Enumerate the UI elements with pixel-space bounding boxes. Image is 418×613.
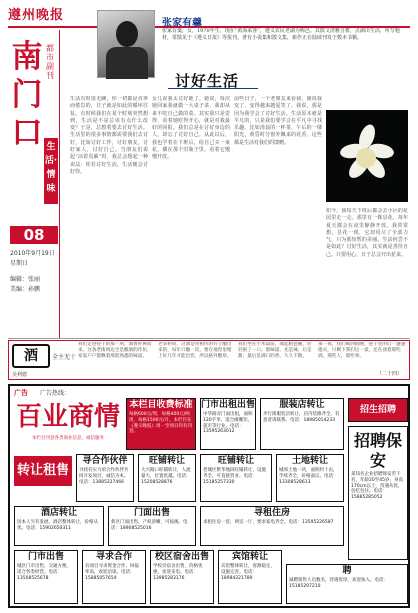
ad-box[interactable]: 寻合作伙伴 寻找有实力的合作伙伴共同开发项目，诚信为本。电话：13885227466 xyxy=(76,454,134,502)
ad-box[interactable]: 寻求合作 有项目寻求资金合作，回报率高，欢迎洽谈。电话：15885057654 xyxy=(82,550,146,604)
ad-box[interactable]: 旺铺转让 大兴路口旺铺转让，人流量大，位置优越。电话：15208528876 xyxy=(138,454,196,502)
ad-box[interactable]: 校区宿舍出售 学校旁宿舍出售，价格优惠，欢迎来电。电话：13985283176 xyxy=(150,550,214,604)
classifieds-section xyxy=(8,384,410,608)
ad-box[interactable]: 门面出售 新区门面出售，产权清晰，可按揭。电话：18908525016 xyxy=(108,506,196,546)
serial-column: 那一夜，我们喝到很晚。巷子里的灯一盏盏熄灭，只剩下我们这一桌，还在谈着那些酒，那些人，那些事。 xyxy=(318,342,406,360)
article-column: 如今，我每天下班后都会去小区的花园里走一走。那里有一株昙花，每年夏天都会在夜里静静开放。我常常想，昙花一现，它却用尽了全部力气，只为那短暂的美丽。生活何尝不是如此？讨好生活，其实就是善待自己。只要用心，日子总会开出花来。 xyxy=(326,208,408,258)
page-number: 08 xyxy=(10,226,58,244)
ad-box[interactable]: 宾馆转让 宾馆整体转让，客源稳定，设施完善。电话：18984221789 xyxy=(218,550,282,604)
article-column: 前些日子，一个老朋友来看我，她说我变了，变得越来越爱笑了。我说，那是因为我学会了讨好生活。生活原本就是平凡的，只是我们要学会在平凡中寻找乐趣。比如清晨的一杯茶，午后的一缕阳光，黄昏时分窗外飘来的花香，这些都是生活对我们的馈赠。 xyxy=(234,96,322,146)
serial-column: 我们坐在小木桌前，端起粗瓷碗，轻轻抿了一口。那味道，先是辣，后是甜，最后是满口的香，久久不散。 xyxy=(238,342,312,360)
section-subtitle: 都市副刊 xyxy=(46,44,54,80)
ad-box[interactable]: 旺铺转让 老城区繁华地段旺铺转让，设施齐全，可直接营业。电话：15185257330 xyxy=(200,454,272,502)
column-name-badge: 生活·情味 xyxy=(44,138,58,204)
title-char: 口 xyxy=(11,115,43,151)
issue-date: 2010年9月19日 xyxy=(10,250,55,257)
editor-credit: 编辑：张丽 xyxy=(10,276,41,283)
article-column: 生活有时很无聊，你一切都是直率而倦怠的，日子就是如此的循环往复。有时候我们在某个时刻突然想到，生活是不是总该有点什么改变？于是，总想着要去讨好生活。生活里的很多事情都需要我们去讨好，比如讨好工作，讨好朋友，讨好家人，讨好自己。当朋友们说起“活着真累”时，我总会想起一种说法：你若讨好生活，生活便会讨好你。 xyxy=(70,96,148,175)
title-char: 南 xyxy=(11,39,43,75)
serial-column: 老掌柜说，这酒是用祖传的方子酿出来的，每年只酿一次，要在地窖里埋上好几年才能出窖，所以格外醇厚。 xyxy=(158,342,232,360)
brand-title: 百业商情 xyxy=(15,402,120,432)
section-divider xyxy=(8,338,410,339)
ads-hotline: 广告热线： xyxy=(40,390,71,397)
author-name: 张家有羹 xyxy=(162,18,202,29)
designer-credit: 美编：孙鹏 xyxy=(10,286,41,293)
ad-box[interactable]: 聘 诚聘销售人员数名，待遇优厚，欢迎加入。电话：15185297210 xyxy=(286,564,408,604)
ad-box[interactable]: 服装店转让 步行街服装店转让，店内装修齐全，有意者请联系。电话：18985014233 xyxy=(260,398,344,450)
page-section-title xyxy=(10,38,44,152)
article-headline: 讨好生活 xyxy=(175,72,240,90)
ad-box[interactable]: 招生招聘 xyxy=(348,398,408,422)
serial-seal: 酒 xyxy=(12,344,50,368)
rent-banner: 转让租售 xyxy=(14,456,72,486)
brand-subtitle: 本栏目刊登各类商业信息，诚信服务 xyxy=(32,436,104,441)
serial-column: 我们走进巷子的那一刻，酒香扑鼻而来。这条老街两边全是酿酒的作坊，家家户户都飘着那股熟悉的味道。 xyxy=(78,342,152,360)
ad-box[interactable]: 门市出租出售 中华路旁门面出租，面积120平米，适合做餐饮、超市等行业。电话：13595263012 xyxy=(200,398,256,450)
issue-weekday: 星期日 xyxy=(10,260,29,267)
ad-box[interactable]: 酒店转让 因本人另有发展，酒店整体转让，价格从优。电话：15902650311 xyxy=(14,506,104,546)
masthead-logo: 遵州晚报 xyxy=(8,8,65,23)
ad-box[interactable]: 寻租住房 求租住房一套，两室一厅，要求家电齐全。电话：13595226587 xyxy=(200,506,344,546)
recruit-ad[interactable]: 招聘保安 某知名企业招聘保安若干名，年龄20至45岁，身高170cm以上，待遇从优，包吃包住。电话：15885285052 xyxy=(348,426,408,560)
flower-photo xyxy=(326,110,408,202)
ad-box[interactable]: 本栏目收费标准 每格600元/周，每格400元/两周，每格1500元/月。本栏目在《遵义晚报》周一至周日均有刊登。 xyxy=(126,398,196,450)
author-photo xyxy=(97,10,155,78)
author-intro: 张家有羹，女，1970年生，现在“黄海来客”，遵义农民老湖为称邑。其散文清雅含蓄，点滴出生活，所写题材，常散见于《遵义日报》等报刊。著有小说集和散文集，新作正在陆续刊发于数本书籍。 xyxy=(162,28,400,41)
serial-subtitle: 全主无十 xyxy=(52,354,77,361)
title-char: 门 xyxy=(11,77,43,113)
ad-box[interactable]: 门市出售 城区门市出售，交通方便，适合各类经营。电话：13508525678 xyxy=(14,550,78,604)
serial-author: 吴利德 xyxy=(12,372,28,378)
ad-box[interactable]: 土地转让 城郊土地一块，面积约十亩，手续齐全，价格面议。电话：13308528613 xyxy=(276,454,344,502)
article-column: 女儿说我太讨好她了。她说，每次她回家我就做一大桌子菜，我却从来不吃自己做的菜。其实我只是觉得，看着她吃得开心，就是对我最好的回报。我们总是在讨好身边的人，却忘了讨好自己。从此以后，我也学着在下班后，给自己买一束花，插在那个旧瓶子里，看着它慢慢开放。 xyxy=(152,96,230,161)
serial-episode: （二十四） xyxy=(377,371,403,377)
headline-underline xyxy=(168,88,258,89)
ads-header: 广告 xyxy=(14,389,28,397)
